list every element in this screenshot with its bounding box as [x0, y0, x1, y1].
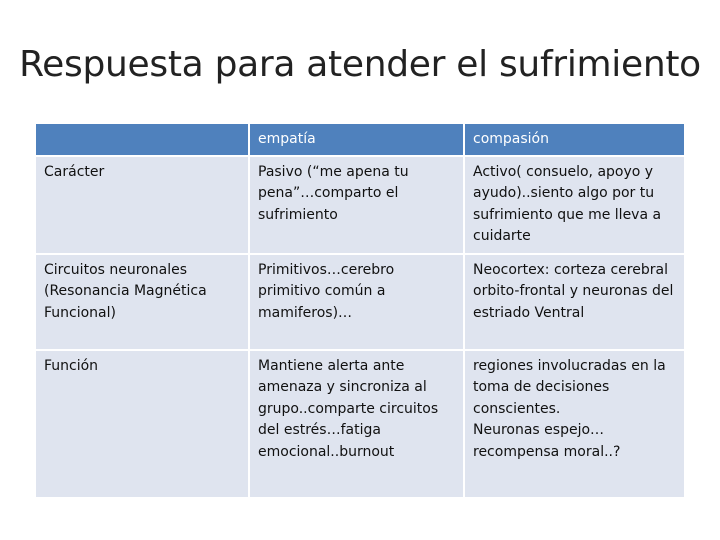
cell-caracter-compasion: Activo( consuelo, apoyo y ayudo)..siento algo por tu sufrimiento que me lleva a cuidarte [465, 157, 684, 255]
table-header-row [36, 124, 684, 157]
header-cell-compasion: compasión [465, 124, 684, 157]
comparison-table [36, 124, 684, 499]
table-row [36, 351, 684, 499]
cell-funcion-empatia: Mantiene alerta ante amenaza y sincroniza al grupo..comparte circuitos del estrés…fatiga emocional..burnout [250, 351, 465, 499]
cell-circuitos-compasion: Neocortex: corteza cerebral orbito-frontal y neuronas del estriado Ventral [465, 255, 684, 351]
table-row [36, 157, 684, 255]
row-label-circuitos: Circuitos neuronales (Resonancia Magnética Funcional) [36, 255, 250, 351]
row-label-caracter: Carácter [36, 157, 250, 255]
cell-caracter-empatia: Pasivo (“me apena tu pena”…comparto el sufrimiento [250, 157, 465, 255]
table-row [36, 255, 684, 351]
slide-title: Respuesta para atender el sufrimiento [19, 44, 701, 85]
cell-funcion-compasion: regiones involucradas en la toma de decisiones conscientes. Neuronas espejo…recompensa moral..? [465, 351, 684, 499]
header-cell-empty [36, 124, 250, 157]
cell-circuitos-empatia: Primitivos…cerebro primitivo común a mamiferos)… [250, 255, 465, 351]
row-label-funcion: Función [36, 351, 250, 499]
header-cell-empatia: empatía [250, 124, 465, 157]
